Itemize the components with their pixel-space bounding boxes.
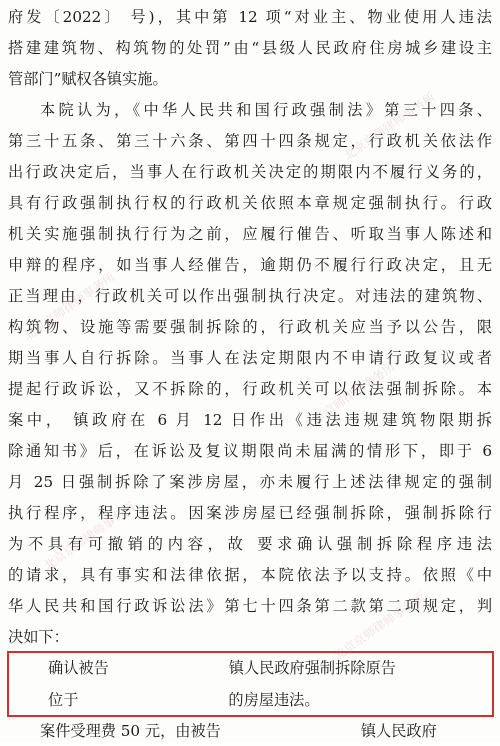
watermark: 北京京师律师事务所 <box>41 499 138 574</box>
text-line: 第三十五条、第三十六条、第四十四条规定，行政机关依法作 <box>8 132 492 150</box>
watermark: 北京京师律师事务所 <box>331 589 428 664</box>
text-line: 构筑物、设施等需要强制拆除的，行政机关应当予以公告，限 <box>8 318 492 336</box>
watermark: 北京京师律师事务所 <box>341 89 438 164</box>
text-line: 搭建建筑物、构筑物的处罚”由“县级人民政府住房城乡建设主 <box>8 39 492 57</box>
fee-text: 镇人民政府 <box>360 722 437 740</box>
text-line: 期当事人自行拆除。当事人在法定期限内不申请行政复议或者 <box>8 349 492 367</box>
text-line: 正当理由，行政机关可以作出强制执行决定。对违法的建筑物、 <box>8 287 492 305</box>
text-line: 月 25 日强制拆除了案涉房屋，亦未履行上述法律规定的强制 <box>8 473 492 491</box>
text-line: 府发〔2022〕 号)，其中第 12 项“对业主、物业使用人违法 <box>8 8 492 26</box>
judgment-line-2 <box>48 685 320 715</box>
text-line: 执行程序，程序违法。因案涉房屋已经强制拆除，强制拆除行 <box>8 504 492 522</box>
text-line: 管部门”赋权各镇实施。 <box>8 70 168 88</box>
text-line: 机关实施强制执行行为之前，应履行催告、听取当事人陈述和 <box>8 225 492 243</box>
text-line: 案中， 镇政府在 6 月 12 日作出《违法违规建筑物限期拆 <box>8 411 492 429</box>
paragraph-start: 本院认为，《中华人民共和国行政强制法》第三十四条、 <box>40 101 492 119</box>
judgment-line-1 <box>48 653 396 683</box>
watermark: 北京京师律师事务所 <box>301 359 398 434</box>
text-line: 为不具有可撤销的内容，故 要求确认强制拆除程序违法 <box>8 535 492 553</box>
text-line: 华人民共和国行政诉讼法》第七十四条第二款第二项规定，判 <box>8 597 492 615</box>
text-line: 的请求，具有事实和法律依据，本院依法予以支持。依照《中 <box>8 566 492 584</box>
judgment-text: 位于 <box>48 691 79 709</box>
text-line: 决如下： <box>8 628 69 646</box>
judgment-text: 镇人民政府强制拆除原告 <box>228 659 396 677</box>
judgment-text: 的房屋违法。 <box>228 691 320 709</box>
text-line: 提起行政诉讼，又不拆除的，行政机关可以依法强制拆除。本 <box>8 380 492 398</box>
text-line: 除通知书》后，在诉讼及复议期限尚未届满的情形下，即于 6 <box>8 442 492 460</box>
watermark: 北京京师律师事务所 <box>21 269 118 344</box>
judgment-text: 确认被告 <box>48 659 109 677</box>
text-line: 具有行政强制执行权的行政机关依照本章规定强制执行。行政 <box>8 194 492 212</box>
text-line: 申辩的程序，如当事人经催告，逾期仍不履行行政决定，且无 <box>8 256 492 274</box>
text-line: 出行政决定后，当事人在行政机关决定的期限内不履行义务的， <box>8 163 492 181</box>
fee-text: 案件受理费 50 元，由被告 <box>40 722 221 740</box>
